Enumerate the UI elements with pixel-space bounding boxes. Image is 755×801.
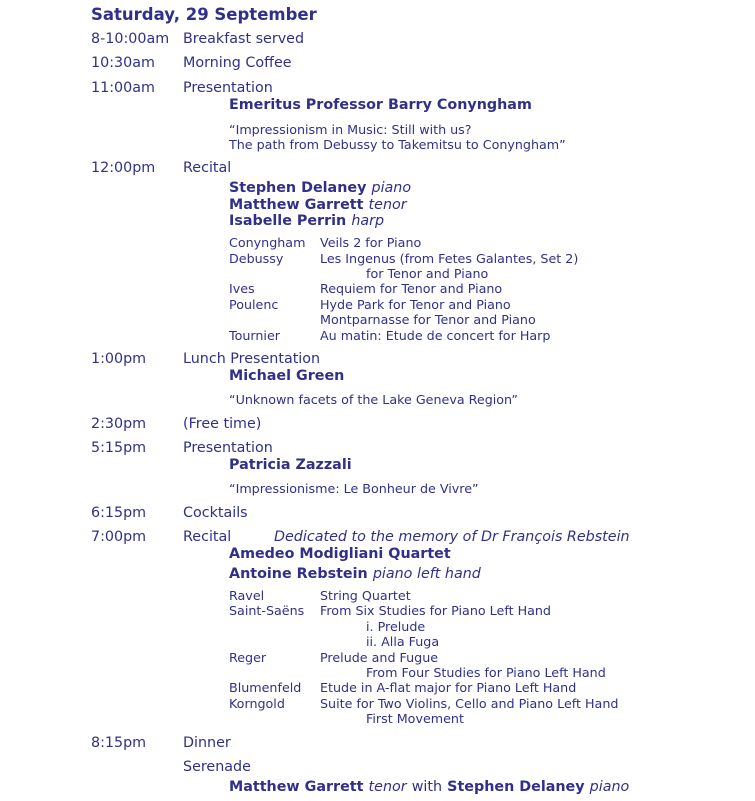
performer-role: piano	[371, 180, 412, 196]
program-work: Montparnasse for Tenor and Piano	[320, 312, 536, 327]
time-cocktails: 6:15pm	[91, 505, 147, 521]
performer-role: harp	[351, 213, 385, 229]
performer-ensemble: Amedeo Modigliani Quartet	[229, 546, 451, 562]
program-composer: Reger	[229, 650, 267, 665]
program-work: Au matin: Etude de concert for Harp	[320, 328, 551, 343]
program-work: for Tenor and Piano	[366, 266, 489, 281]
performer-name: Antoine Rebstein	[229, 566, 368, 582]
quote-presentation-1-line-2: The path from Debussy to Takemitsu to Conyngham”	[229, 137, 566, 152]
performer-name: Matthew Garrett	[229, 197, 364, 213]
dedication: Dedicated to the memory of Dr François Rebstein	[274, 529, 630, 545]
program-composer: Conyngham	[229, 235, 306, 250]
speaker-presentation-1: Emeritus Professor Barry Conyngham	[229, 97, 532, 113]
program-composer: Poulenc	[229, 297, 279, 312]
speaker-lunch: Michael Green	[229, 368, 345, 384]
label-dinner: Dinner	[183, 735, 231, 751]
speaker-presentation-2: Patricia Zazzali	[229, 457, 352, 473]
performer-name: Matthew Garrett	[229, 779, 364, 795]
time-lunch: 1:00pm	[91, 351, 147, 367]
time-breakfast: 8-10:00am	[91, 31, 170, 47]
time-presentation-1: 11:00am	[91, 80, 155, 96]
program-composer: Saint-Saëns	[229, 603, 305, 618]
label-serenade: Serenade	[183, 759, 251, 775]
program-work: From Four Studies for Piano Left Hand	[366, 665, 606, 680]
program-work: Etude in A-flat major for Piano Left Hand	[320, 680, 577, 695]
time-coffee: 10:30am	[91, 55, 155, 71]
performer-role: piano	[589, 779, 630, 795]
performer-role: tenor	[368, 779, 407, 795]
performer-name: Isabelle Perrin	[229, 213, 347, 229]
program-work: ii. Alla Fuga	[366, 634, 440, 649]
program-work: String Quartet	[320, 588, 411, 603]
performer-name: Stephen Delaney	[447, 779, 585, 795]
label-cocktails: Cocktails	[183, 505, 248, 521]
program-composer: Tournier	[229, 328, 280, 343]
quote-presentation-2: “Impressionisme: Le Bonheur de Vivre”	[229, 481, 479, 496]
label-free: (Free time)	[183, 416, 262, 432]
performer-role: tenor	[368, 197, 407, 213]
performer-line	[229, 563, 481, 582]
program-work: Les Ingenus (from Fetes Galantes, Set 2)	[320, 251, 579, 266]
serenade-performers	[229, 776, 629, 795]
label-presentation-1: Presentation	[183, 80, 273, 96]
program-work: Requiem for Tenor and Piano	[320, 281, 503, 296]
program-work: Hyde Park for Tenor and Piano	[320, 297, 511, 312]
label-presentation-2: Presentation	[183, 440, 273, 456]
program-composer: Debussy	[229, 251, 284, 266]
program-composer: Blumenfeld	[229, 680, 302, 695]
performer-name: Stephen Delaney	[229, 180, 367, 196]
performer-role: piano left hand	[372, 566, 481, 582]
quote-presentation-1-line-1: “Impressionism in Music: Still with us?	[229, 122, 472, 137]
program-composer: Ravel	[229, 588, 265, 603]
program-composer: Ives	[229, 281, 255, 296]
connector-text: with	[411, 779, 443, 795]
label-recital-1: Recital	[183, 160, 232, 176]
program-work: First Movement	[366, 711, 464, 726]
day-heading: Saturday, 29 September	[91, 5, 317, 24]
program-work: From Six Studies for Piano Left Hand	[320, 603, 551, 618]
time-free: 2:30pm	[91, 416, 147, 432]
program-work: Veils 2 for Piano	[320, 235, 422, 250]
time-presentation-2: 5:15pm	[91, 440, 147, 456]
quote-lunch: “Unknown facets of the Lake Geneva Region”	[229, 392, 518, 407]
label-coffee: Morning Coffee	[183, 55, 292, 71]
label-recital-2: Recital	[183, 529, 232, 545]
time-dinner: 8:15pm	[91, 735, 147, 751]
label-breakfast: Breakfast served	[183, 31, 305, 47]
program-work: i. Prelude	[366, 619, 426, 634]
program-work: Prelude and Fugue	[320, 650, 439, 665]
label-lunch: Lunch Presentation	[183, 351, 321, 367]
program-work: Suite for Two Violins, Cello and Piano Left Hand	[320, 696, 619, 711]
performer-line	[229, 210, 384, 229]
program-composer: Korngold	[229, 696, 285, 711]
time-recital-1: 12:00pm	[91, 160, 156, 176]
time-recital-2: 7:00pm	[91, 529, 147, 545]
